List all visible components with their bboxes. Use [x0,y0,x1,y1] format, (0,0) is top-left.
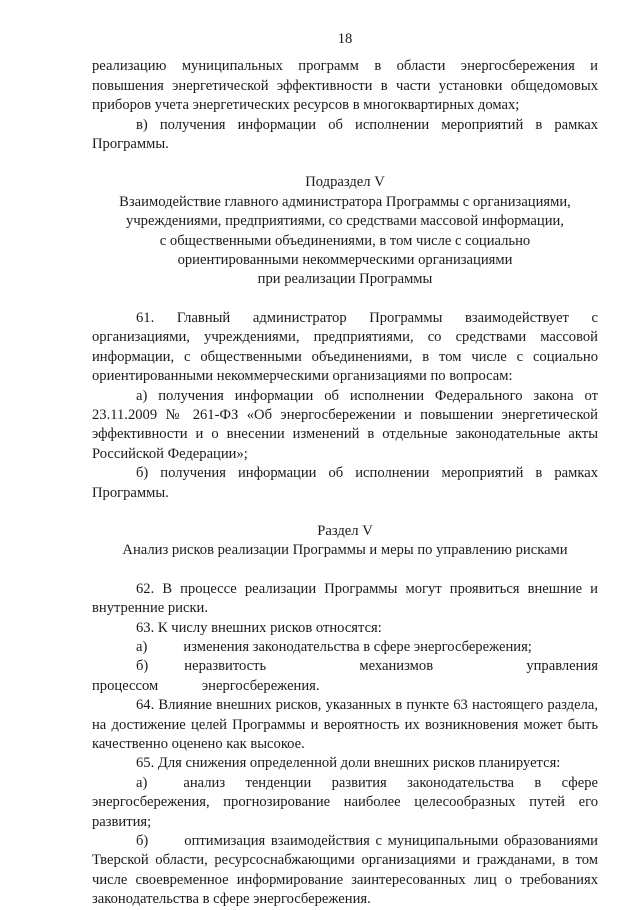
paragraph-61-a: а) получения информации об исполнении Федерального закона от 23.11.2009 № 261-ФЗ «Об энергосбережении и повышении энергетической эффективности и о внесении изменений в отдельные законодательные акты Российской Федерации»; [92,387,598,462]
paragraph-65-a [92,774,598,832]
list-marker: а) [136,638,148,655]
subsection-heading-line-2: учреждениями, предприятиями, со средствами массовой информации, [126,213,564,230]
paragraph-63: 63. К числу внешних рисков относятся: [136,619,382,636]
list-marker: а) [136,774,148,791]
subsection-heading-line-1: Взаимодействие главного администратора Программы с организациями, [119,193,571,210]
paragraph-64: 64. Влияние внешних рисков, указанных в пункте 63 настоящего раздела, на достижение целей Программы и вероятность их возникновения может быть качественно оценено как высокое. [92,697,598,752]
paragraph-65-b [92,832,598,910]
list-text: оптимизация взаимодействия с муниципальными образованиями Тверской области, ресурсоснабжающими организациями и гражданами, в том числе своевременное информирование заинтересованных лиц о требованиях законодательства в сфере энергосбережения. [92,833,598,908]
subsection-heading-line-3: с общественными объединениями, в том числе с социально [159,232,531,249]
paragraph-61: 61. Главный администратор Программы взаимодействует с организациями, учреждениями, предприятиями, со средствами массовой информации, с общественными объединениями, в том числе с социально ориентированными некоммерческими организациями по вопросам: [92,309,598,385]
list-text: изменения законодательства в сфере энергосбережения; [183,638,532,655]
paragraph-62: 62. В процессе реализации Программы могут проявиться внешние и внутренние риски. [92,580,598,617]
section-heading-text: Анализ рисков реализации Программы и меры по управлению рисками [122,542,568,559]
paragraph-continuation: реализацию муниципальных программ в области энергосбережения и повышения энергетической эффективности в части установки общедомовых приборов учета энергетических ресурсов в многоквартирных домах; [92,58,598,114]
subsection-heading-line-4: ориентированными некоммерческими организациями [177,252,513,269]
subsection-heading [92,173,598,289]
section-title: Раздел V [317,522,373,539]
list-marker: б) [136,658,149,675]
paragraph-65: 65. Для снижения определенной доли внешних рисков планируется: [136,755,561,772]
page-number: 18 [337,31,353,47]
paragraph-61-b: б) получения информации об исполнении мероприятий в рамках Программы. [92,465,598,501]
paragraph-63-b [92,657,598,696]
subsection-title: Подраздел V [305,174,385,191]
list-text: анализ тенденции развития законодательства в сфере энергосбережения, прогнозирование наиболее целесообразных путей его развития; [92,774,598,830]
section-heading [92,522,598,561]
paragraph-item-v: в) получения информации об исполнении мероприятий в рамках Программы. [92,116,598,153]
list-text: неразвитость механизмов управления процессом энергосбережения. [92,658,598,694]
subsection-heading-line-5: при реализации Программы [257,271,433,288]
list-marker: б) [136,833,149,850]
paragraph-63-a [92,638,598,657]
